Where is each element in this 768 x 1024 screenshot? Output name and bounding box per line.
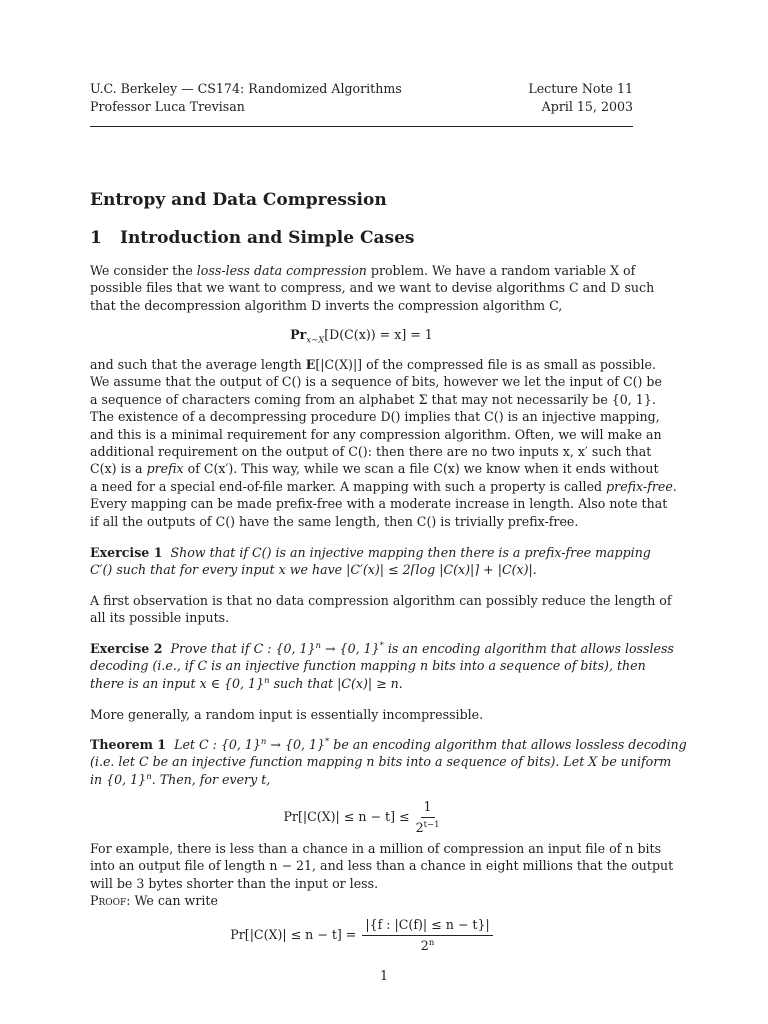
course-info: [90, 80, 402, 116]
emphasis-term: prefix-free: [606, 478, 673, 494]
exercise-2: [90, 640, 674, 692]
text-line: a need for a special end-of-file marker. A mapping with such a property is called prefix-free.: [90, 478, 677, 494]
text-line: Every mapping can be made prefix-free with a moderate increase in length. Also note that: [90, 496, 668, 512]
paragraph-observation: [90, 592, 672, 627]
text-line: We consider the loss-less data compression problem. We have a random variable X of: [90, 263, 636, 278]
emphasis-term: prefix: [146, 461, 184, 477]
text-line: A first observation is that no data compression algorithm can possibly reduce the length of: [90, 593, 672, 608]
header-rule: [90, 126, 633, 127]
text-line: that the decompression algorithm D inverts the compression algorithm C,: [90, 297, 563, 313]
emphasis-term: loss-less data compression: [196, 263, 367, 278]
text-line: and such that the average length E[|C(X)|] of the compressed file is as small as possible.: [90, 357, 656, 372]
paragraph-example: [90, 840, 674, 910]
paragraph-incompressible: [90, 706, 633, 723]
paragraph-requirements: [90, 356, 677, 530]
text-line: More generally, a random input is essentially incompressible.: [90, 707, 484, 722]
intro-paragraph: [90, 262, 655, 314]
text-line: C′() such that for every input x we have |C′(x)| ≤ 2⌈log |C(x)|⌉ + |C(x)|.: [90, 562, 537, 578]
text-line: decoding (i.e., if C is an injective function mapping n bits into a sequence of bits), then: [90, 658, 646, 674]
lecture-date: April 15, 2003: [541, 99, 633, 114]
text-line: a sequence of characters coming from an alphabet Σ that may not necessarily be {0, 1}.: [90, 391, 656, 407]
text-line: and this is a minimal requirement for any compression algorithm. Often, we will make an: [90, 426, 662, 442]
text-line: possible files that we want to compress, and we want to devise algorithms C and D such: [90, 280, 655, 296]
text-line: in {0, 1}$^n$. Then, for every t,: [90, 771, 271, 787]
text-line: will be 3 bytes shorter than the input or less.: [90, 875, 379, 891]
equation-theorem-bound: Pr[|C(X)| ≤ n − t] ≤ $\frac{1}{2^{t-1}}$: [283, 799, 440, 835]
page-number: 1: [379, 968, 388, 983]
equation-correctness: $Pr_{x\sim X}[D(C(x)) = x] = 1$: [290, 327, 433, 346]
text-line: into an output file of length n − 21, and less than a chance in eight millions that the output: [90, 858, 674, 874]
proof-line: Proof: We can write: [90, 893, 218, 909]
text-line: The existence of a decompressing procedure D() implies that C() is an injective mapping,: [90, 409, 660, 425]
lecture-number: Lecture Note 11: [528, 81, 633, 96]
theorem-1: [90, 736, 687, 788]
proof-label: Proof:: [90, 893, 131, 909]
equation-proof: Pr[|C(X)| ≤ n − t] = $\frac{|\{f : |C(f)| \le n - t\}|}{2^n}$: [90, 916, 633, 955]
section-heading: [90, 228, 414, 248]
section-number: 1: [90, 228, 102, 248]
fraction: $\frac{|\{f : |C(f)| \le n - t\}|}{2^n}$: [362, 916, 492, 955]
text-line: We assume that the output of C() is a sequence of bits, however we let the input of C() be: [90, 374, 662, 390]
fraction: $\frac{1}{2^{t-1}}$: [415, 799, 440, 835]
exercise-label: Exercise 2: [90, 641, 163, 656]
text-line: there is an input x ∈ {0, 1}$^n$ such that |C(x)| ≥ n.: [90, 675, 403, 691]
instructor: Professor Luca Trevisan: [90, 99, 245, 114]
theorem-label: Theorem 1: [90, 737, 167, 752]
text-line: Exercise 2 Prove that if C : {0, 1}$^n$ → {0, 1}* is an encoding algorithm that allows lossless: [90, 640, 674, 656]
exercise-label: Exercise 1: [90, 545, 163, 560]
exercise-1: [90, 544, 651, 579]
section-title: Introduction and Simple Cases: [120, 228, 415, 248]
course-title: U.C. Berkeley — CS174: Randomized Algorithms: [90, 81, 402, 96]
text-line: C(x) is a prefix of C(x′). This way, while we scan a file C(x) we know when it ends without: [90, 461, 659, 477]
text-line: all its possible inputs.: [90, 610, 230, 626]
text-line: additional requirement on the output of C(): then there are no two inputs x, x′ such that: [90, 444, 652, 460]
text-line: Exercise 1 Show that if C() is an injective mapping then there is a prefix-free mapping: [90, 545, 651, 560]
document-title: Entropy and Data Compression: [90, 190, 387, 210]
text-line: (i.e. let C be an injective function mapping n bits into a sequence of bits). Let X be uniform: [90, 754, 672, 770]
lecture-info: [528, 80, 633, 116]
text-line: if all the outputs of C() have the same length, then C() is trivially prefix-free.: [90, 513, 579, 529]
text-line: For example, there is less than a chance in a million of compression an input file of n bits: [90, 841, 662, 856]
text-line: Theorem 1 Let C : {0, 1}$^n$ → {0, 1}* be an encoding algorithm that allows lossless decoding: [90, 736, 687, 752]
